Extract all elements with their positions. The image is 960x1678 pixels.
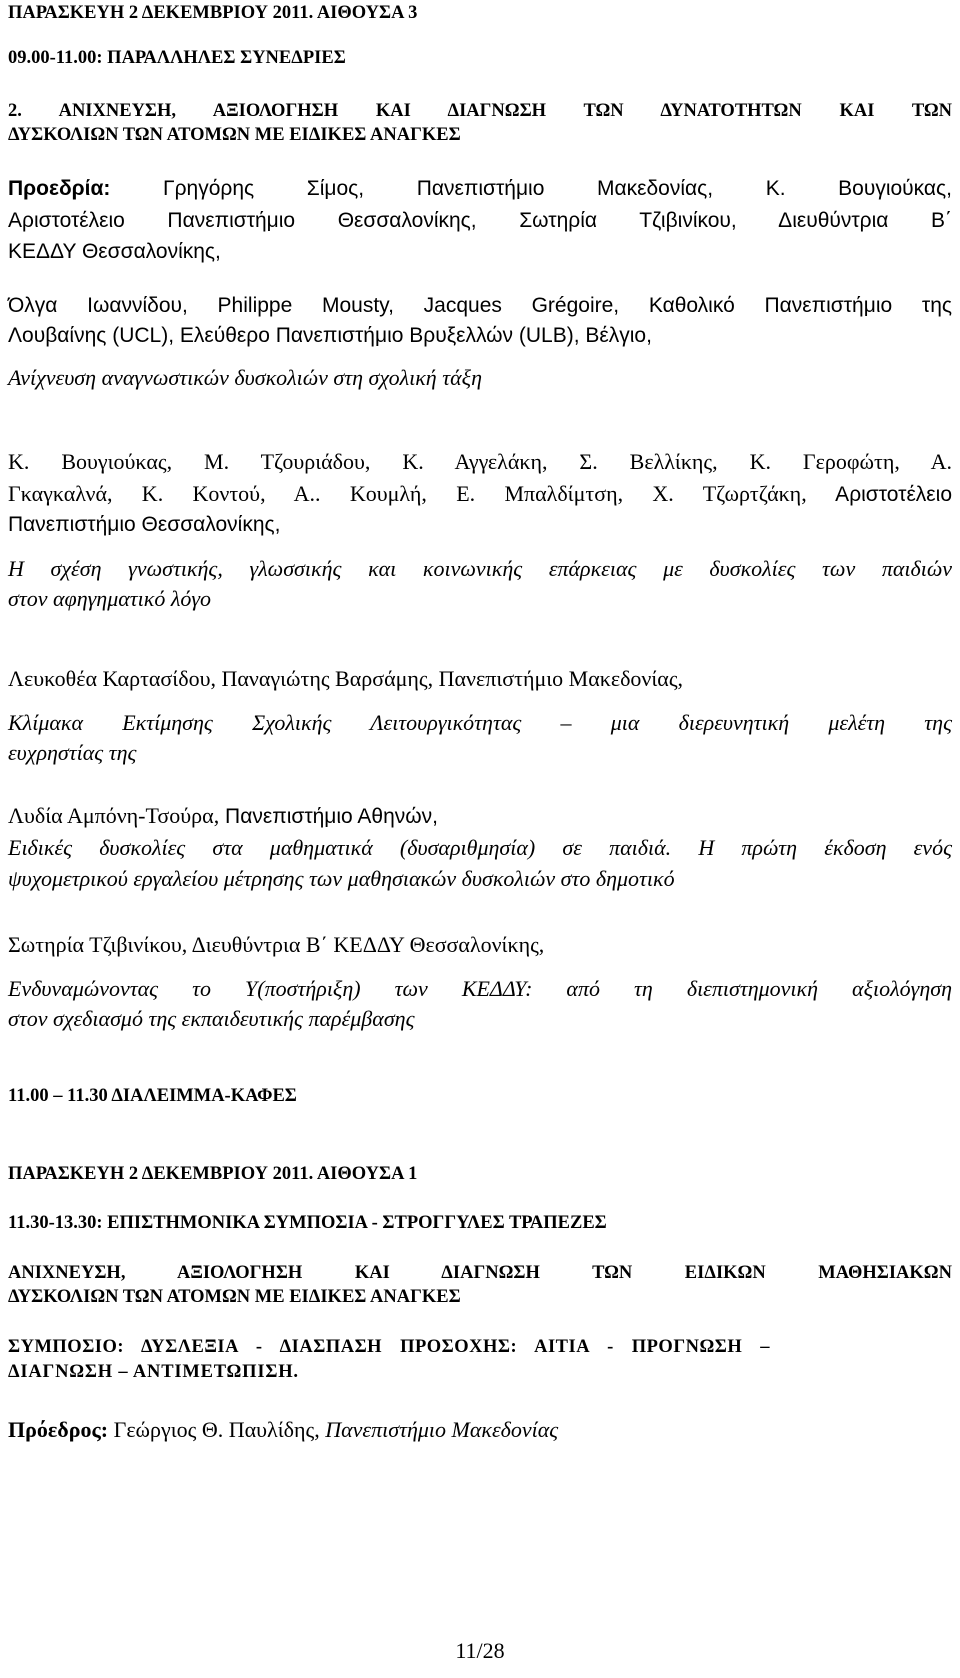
session-title-line-1: 2. ΑΝΙΧΝΕΥΣΗ, ΑΞΙΟΛΟΓΗΣΗ ΚΑΙ ΔΙΑΓΝΩΣΗ ΤΩΝ ΔΥΝΑΤΟΤΗΤΩΝ ΚΑΙ ΤΩΝ — [8, 101, 952, 121]
chair-names-1: Γρηγόρης Σίμος, Πανεπιστήμιο Μακεδονίας, Κ. Βουγιούκας, — [163, 177, 952, 200]
talk-5-title-line-2: στον σχεδιασμό της εκπαιδευτικής παρέμβασης — [8, 1006, 415, 1031]
talk-2-title-line-2: στον αφηγηματικό λόγο — [8, 586, 212, 611]
talk-2-affiliation-start: Αριστοτέλειο — [806, 483, 953, 506]
talk-1-title: Ανίχνευση αναγνωστικών δυσκολιών στη σχολική τάξη — [8, 365, 482, 390]
talk-2-authors-line-3: Πανεπιστήμιο Θεσσαλονίκης, — [8, 513, 281, 536]
talk-1-authors-line-2: Λουβαίνης (UCL), Ελεύθερο Πανεπιστήμιο Βρυξελλών (ULB), Βέλγιο, — [8, 324, 652, 347]
session-2-title-line-2: ΔΥΣΚΟΛΙΩΝ ΤΩΝ ΑΤΟΜΩΝ ΜΕ ΕΙΔΙΚΕΣ ΑΝΑΓΚΕΣ — [8, 1287, 461, 1307]
symposium-title-line-2: ΔΙΑΓΝΩΣΗ – ΑΝΤΙΜΕΤΩΠΙΣΗ. — [8, 1362, 299, 1382]
talk-2-authors-line-1: Κ. Βουγιούκας, Μ. Τζουριάδου, Κ. Αγγελάκη, Σ. Βελλίκης, Κ. Γεροφώτη, Α. — [8, 449, 952, 474]
talk-4-authors — [8, 803, 952, 830]
chair-label: Προεδρία: — [8, 177, 111, 200]
chair-line-1 — [8, 176, 952, 202]
session-2-chair-name: Γεώργιος Θ. Παυλίδης, — [108, 1417, 320, 1442]
talk-3-title-line-2: ευχρηστίας της — [8, 740, 137, 765]
talk-5-authors: Σωτηρία Τζιβινίκου, Διευθύντρια Β΄ ΚΕΔΔΥ Θεσσαλονίκης, — [8, 932, 545, 957]
session-title-line-2: ΔΥΣΚΟΛΙΩΝ ΤΩΝ ΑΤΟΜΩΝ ΜΕ ΕΙΔΙΚΕΣ ΑΝΑΓΚΕΣ — [8, 125, 461, 145]
talk-2-title-line-1: Η σχέση γνωστικής, γλωσσικής και κοινωνικής επάρκειας με δυσκολίες των παιδιών — [8, 556, 952, 581]
talk-1-authors-line-1: Όλγα Ιωαννίδου, Philippe Mousty, Jacques Grégoire, Καθολικό Πανεπιστήμιο της — [8, 294, 952, 317]
session-2-time-line: 11.30-13.30: ΕΠΙΣΤΗΜΟΝΙΚΑ ΣΥΜΠΟΣΙΑ - ΣΤΡΟΓΓΥΛΕΣ ΤΡΑΠΕΖΕΣ — [8, 1213, 607, 1233]
chair-line-2: Αριστοτέλειο Πανεπιστήμιο Θεσσαλονίκης, Σωτηρία Τζιβινίκου, Διευθύντρια Β΄ — [8, 209, 952, 232]
talk-5-title-line-1: Ενδυναμώνοντας το Υ(ποστήριξη) των ΚΕΔΔΥ: από τη διεπιστημονική αξιολόγηση — [8, 976, 952, 1001]
talk-4-title-line-2: ψυχομετρικού εργαλείου μέτρησης των μαθησιακών δυσκολιών στο δημοτικό — [8, 866, 675, 891]
talk-2-authors-line-2 — [8, 481, 952, 508]
session-2-title-line-1: ΑΝΙΧΝΕΥΣΗ, ΑΞΙΟΛΟΓΗΣΗ ΚΑΙ ΔΙΑΓΝΩΣΗ ΤΩΝ ΕΙΔΙΚΩΝ ΜΑΘΗΣΙΑΚΩΝ — [8, 1263, 952, 1283]
talk-4-affiliation: Πανεπιστήμιο Αθηνών, — [219, 805, 439, 828]
talk-4-title-line-1: Ειδικές δυσκολίες στα μαθηματικά (δυσαριθμησία) σε παιδιά. Η πρώτη έκδοση ενός — [8, 835, 952, 860]
page-number: 11/28 — [455, 1638, 505, 1663]
talk-3-title-line-1: Κλίμακα Εκτίμησης Σχολικής Λειτουργικότητας – μια διερευνητική μελέτη της — [8, 710, 952, 735]
talk-4-author-name: Λυδία Αμπόνη-Τσούρα, — [8, 803, 220, 828]
session-2-chair-label: Πρόεδρος: — [8, 1417, 109, 1442]
talk-2-authors-names: Γκαγκαλνά, Κ. Κοντού, Α.. Κουμλή, Ε. Μπαλδίμτση, Χ. Τζωρτζάκη, — [8, 481, 807, 506]
session-2-date-line: ΠΑΡΑΣΚΕΥΗ 2 ΔΕΚΕΜΒΡΙΟΥ 2011. ΑΙΘΟΥΣΑ 1 — [8, 1164, 418, 1184]
chair-line-3: ΚΕΔΔΥ Θεσσαλονίκης, — [8, 240, 221, 263]
talk-3-authors: Λευκοθέα Καρτασίδου, Παναγιώτης Βαρσάμης, Πανεπιστήμιο Μακεδονίας, — [8, 666, 684, 691]
session-time-line: 09.00-11.00: ΠΑΡΑΛΛΗΛΕΣ ΣΥΝΕΔΡΙΕΣ — [8, 48, 346, 68]
symposium-title-line-1: ΣΥΜΠΟΣΙΟ: ΔΥΣΛΕΞΙΑ - ΔΙΑΣΠΑΣΗ ΠΡΟΣΟΧΗΣ: ΑΙΤΙΑ - ΠΡΟΓΝΩΣΗ – — [8, 1337, 770, 1357]
coffee-break-line: 11.00 – 11.30 ΔΙΑΛΕΙΜΜΑ-ΚΑΦΕΣ — [8, 1086, 297, 1106]
session-2-chair-affiliation: Πανεπιστήμιο Μακεδονίας — [319, 1417, 559, 1442]
session-2-chair-line — [8, 1417, 952, 1443]
session-date-line: ΠΑΡΑΣΚΕΥΗ 2 ΔΕΚΕΜΒΡΙΟΥ 2011. ΑΙΘΟΥΣΑ 3 — [8, 3, 418, 23]
